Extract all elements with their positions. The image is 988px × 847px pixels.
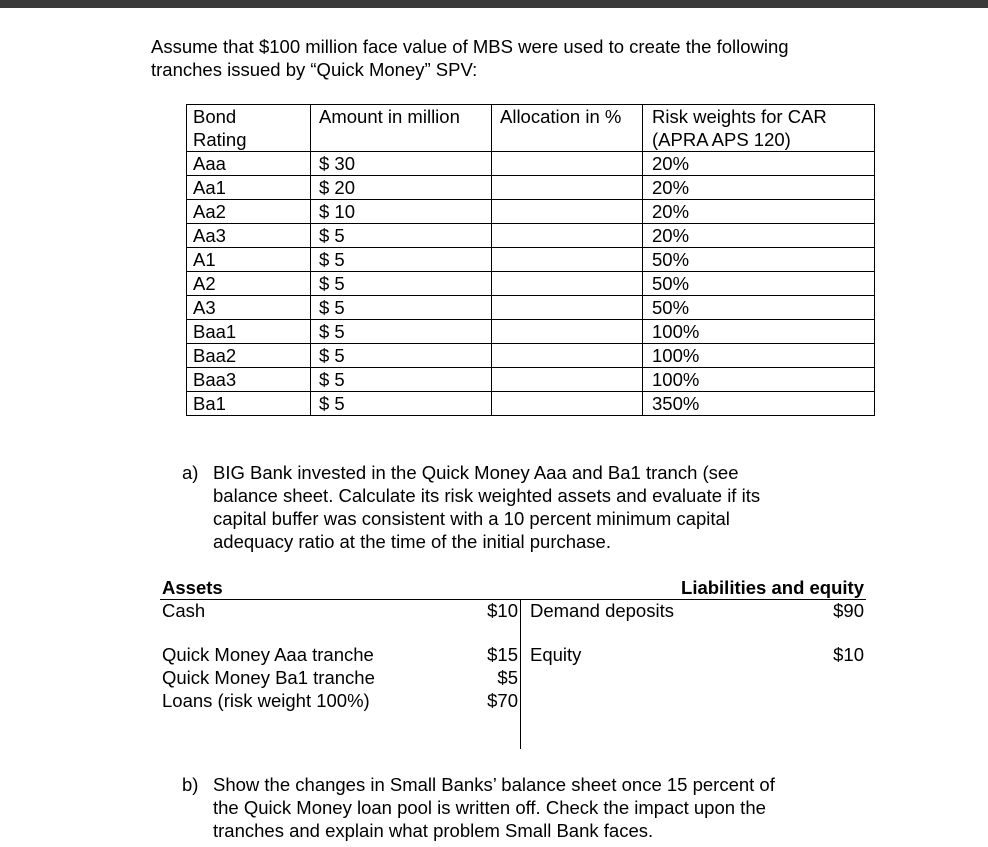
cash-label: Cash: [162, 600, 206, 621]
risk-cell: 20%: [643, 152, 875, 176]
amount-cell: $ 30: [311, 152, 492, 176]
question-a-text: BIG Bank invested in the Quick Money Aaa and Ba1 tranch (see balance sheet. Calculate its risk weighted assets and evaluate if its capital buffer was consistent with a 10 percent minimum capital adequacy ratio at the time of the initial purchase.: [213, 462, 761, 552]
risk-cell: 100%: [643, 344, 875, 368]
risk-cell: 50%: [643, 272, 875, 296]
table-row: [187, 296, 875, 320]
allocation-cell: [492, 392, 643, 416]
risk-cell: 50%: [643, 248, 875, 272]
allocation-cell: [492, 200, 643, 224]
allocation-cell: [492, 272, 643, 296]
table-row: [187, 248, 875, 272]
amount-cell: $ 5: [311, 296, 492, 320]
table-row: [187, 152, 875, 176]
risk-cell: 20%: [643, 224, 875, 248]
deposits-value: $90: [833, 600, 864, 621]
question-b: [182, 773, 842, 842]
allocation-cell: [492, 368, 643, 392]
question-b-text: Show the changes in Small Banks’ balance sheet once 15 percent of the Quick Money loan pool is written off. Check the impact upon the tranches and explain what problem Small Bank faces.: [213, 774, 775, 841]
risk-cell: 20%: [643, 200, 875, 224]
amount-cell: $ 5: [311, 368, 492, 392]
allocation-cell: [492, 344, 643, 368]
rating-cell: A3: [187, 296, 311, 320]
question-a: [182, 461, 822, 553]
allocation-cell: [492, 224, 643, 248]
table-row: [187, 344, 875, 368]
risk-cell: 100%: [643, 368, 875, 392]
table-row: [187, 224, 875, 248]
amount-cell: $ 5: [311, 320, 492, 344]
table-row: [187, 176, 875, 200]
risk-cell: 20%: [643, 176, 875, 200]
intro-paragraph: [151, 35, 911, 81]
table-row: [187, 200, 875, 224]
rating-cell: Aa1: [187, 176, 311, 200]
question-b-label: b): [182, 774, 199, 795]
aaa-tranche-label: Quick Money Aaa tranche: [162, 644, 374, 665]
risk-cell: 350%: [643, 392, 875, 416]
rating-cell: Aaa: [187, 152, 311, 176]
tranche-table: [186, 104, 875, 416]
allocation-cell: [492, 248, 643, 272]
rating-cell: Aa3: [187, 224, 311, 248]
rating-cell: A1: [187, 248, 311, 272]
intro-line-2: tranches issued by “Quick Money” SPV:: [151, 59, 478, 80]
loans-label: Loans (risk weight 100%): [162, 690, 370, 711]
header-risk-weights: Risk weights for CAR (APRA APS 120): [643, 105, 875, 152]
rating-cell: Ba1: [187, 392, 311, 416]
assets-header: Assets: [162, 577, 223, 598]
amount-cell: $ 10: [311, 200, 492, 224]
rating-cell: A2: [187, 272, 311, 296]
equity-value: $10: [833, 644, 864, 665]
header-amount: Amount in million: [311, 105, 492, 152]
liabilities-header: Liabilities and equity: [681, 577, 864, 598]
viewer-top-bar: [0, 0, 988, 8]
balance-sheet: [160, 576, 866, 750]
equity-label: Equity: [530, 644, 582, 665]
table-row: [187, 368, 875, 392]
aaa-tranche-value: $15: [487, 644, 518, 665]
question-a-label: a): [182, 462, 199, 483]
amount-cell: $ 5: [311, 224, 492, 248]
allocation-cell: [492, 320, 643, 344]
allocation-cell: [492, 176, 643, 200]
rating-cell: Baa1: [187, 320, 311, 344]
amount-cell: $ 5: [311, 272, 492, 296]
table-header-row: [187, 105, 875, 152]
loans-value: $70: [487, 690, 518, 711]
amount-cell: $ 5: [311, 248, 492, 272]
amount-cell: $ 5: [311, 392, 492, 416]
allocation-cell: [492, 152, 643, 176]
rating-cell: Baa3: [187, 368, 311, 392]
ba1-tranche-label: Quick Money Ba1 tranche: [162, 667, 375, 688]
table-row: [187, 272, 875, 296]
allocation-cell: [492, 296, 643, 320]
deposits-label: Demand deposits: [530, 600, 674, 621]
risk-cell: 100%: [643, 320, 875, 344]
header-allocation: Allocation in %: [492, 105, 643, 152]
table-row: [187, 320, 875, 344]
table-row: [187, 392, 875, 416]
intro-line-1: Assume that $100 million face value of MBS were used to create the following: [151, 36, 789, 57]
amount-cell: $ 5: [311, 344, 492, 368]
cash-value: $10: [487, 600, 518, 621]
rating-cell: Aa2: [187, 200, 311, 224]
balance-sheet-center-line: [520, 599, 521, 749]
risk-cell: 50%: [643, 296, 875, 320]
header-bond-rating: Bond Rating: [187, 105, 311, 152]
rating-cell: Baa2: [187, 344, 311, 368]
ba1-tranche-value: $5: [497, 667, 518, 688]
amount-cell: $ 20: [311, 176, 492, 200]
